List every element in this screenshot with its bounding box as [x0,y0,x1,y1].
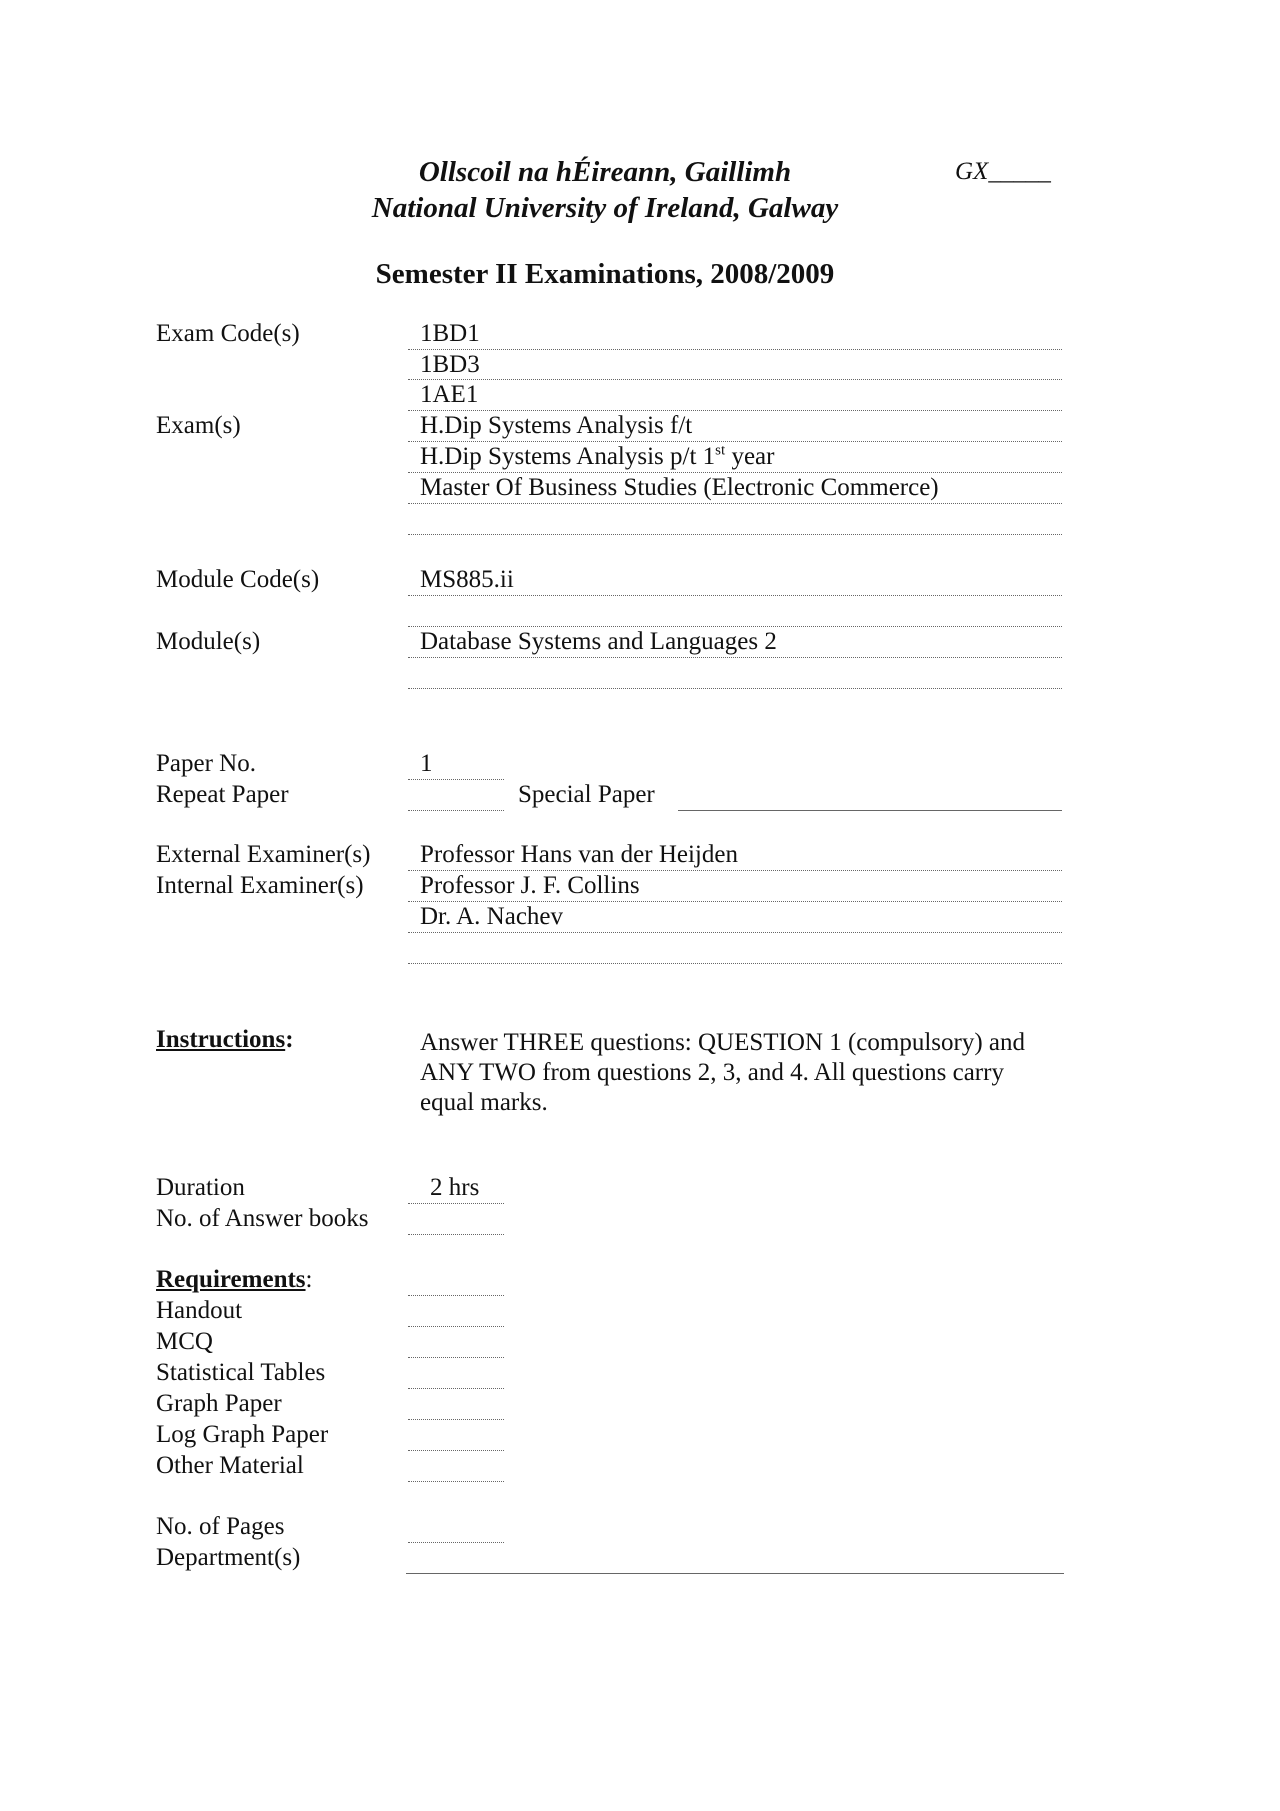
rule [408,901,1062,902]
rule [408,870,1062,871]
rule [408,472,1062,473]
gx-code: GX_____ [955,158,1051,185]
statistical-tables-label: Statistical Tables [156,1359,326,1386]
exam-code-1: 1BD1 [420,320,480,347]
rule [408,1450,504,1451]
internal-examiner-1: Professor J. F. Collins [420,872,640,899]
rule [678,810,1062,811]
paper-no-value: 1 [420,750,433,777]
rule [408,349,1062,350]
pages-label: No. of Pages [156,1513,285,1540]
rule [408,441,1062,442]
rule [408,1357,504,1358]
requirements-heading: Requirements: [156,1266,313,1293]
duration-value: 2 hrs [430,1174,480,1201]
external-examiners-label: External Examiner(s) [156,841,371,868]
departments-label: Department(s) [156,1544,301,1571]
semester-title: Semester II Examinations, 2008/2009 [375,258,835,290]
rule [408,595,1062,596]
module-code: MS885.ii [420,566,514,593]
rule [408,503,1062,504]
other-material-label: Other Material [156,1452,304,1479]
modules-label: Module(s) [156,628,261,655]
graph-paper-label: Graph Paper [156,1390,282,1417]
repeat-paper-label: Repeat Paper [156,781,289,808]
rule [408,688,1062,689]
rule [408,963,1062,964]
rule [408,1234,504,1235]
exam-code-2: 1BD3 [420,351,480,378]
rule [408,779,504,780]
module-codes-label: Module Code(s) [156,566,320,593]
handout-label: Handout [156,1297,243,1324]
rule [408,1481,504,1482]
exam-3: Master Of Business Studies (Electronic Commerce) [420,474,939,501]
rule [408,410,1062,411]
university-name-irish: Ollscoil na hÉireann, Gaillimh [418,156,792,188]
instructions-text: Answer THREE questions: QUESTION 1 (compulsory) and ANY TWO from questions 2, 3, and 4. All questions carry equal marks. [420,1029,1026,1116]
rule [408,1388,504,1389]
rule [408,810,504,811]
exam-1: H.Dip Systems Analysis f/t [420,412,693,439]
rule [408,657,1062,658]
exam-codes-label: Exam Code(s) [156,320,300,347]
rule [408,1295,504,1296]
exam-code-3: 1AE1 [420,381,479,408]
external-examiner: Professor Hans van der Heijden [420,841,738,868]
rule [408,1203,504,1204]
exams-label: Exam(s) [156,412,241,439]
paper-no-label: Paper No. [156,750,256,777]
internal-examiners-label: Internal Examiner(s) [156,872,364,899]
university-name-english: National University of Ireland, Galway [371,192,839,224]
rule [406,1573,1064,1574]
instructions-heading: Instructions: [156,1026,294,1053]
internal-examiner-2: Dr. A. Nachev [420,903,564,930]
rule [408,1542,504,1543]
rule [408,1326,504,1327]
duration-label: Duration [156,1174,245,1201]
rule [408,1419,504,1420]
exam-2: H.Dip Systems Analysis p/t 1st year [420,442,775,470]
log-graph-paper-label: Log Graph Paper [156,1421,329,1448]
rule [408,626,1062,627]
rule [408,932,1062,933]
rule [408,534,1062,535]
rule [408,379,1062,380]
mcq-label: MCQ [156,1328,213,1355]
module-name: Database Systems and Languages 2 [420,628,777,655]
answer-books-label: No. of Answer books [156,1205,369,1232]
special-paper-label: Special Paper [518,781,655,808]
